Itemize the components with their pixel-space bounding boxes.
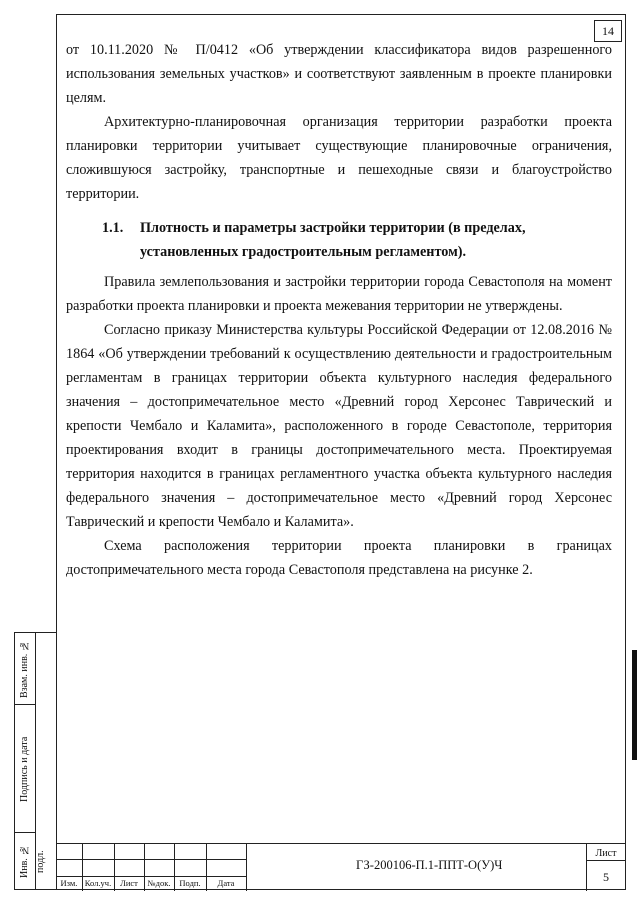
grid-line bbox=[56, 876, 246, 877]
paragraph: Схема расположения территории проекта планировки в границах достопримечательного места города Севастополя представлена на рисунке 2. bbox=[66, 538, 612, 578]
section-heading bbox=[66, 216, 612, 264]
paragraph: от 10.11.2020 № П/0412 «Об утверждении классификатора видов разрешенного использования земельных участков» и соответствуют заявленным в проекте планировки целям. bbox=[66, 42, 612, 106]
paragraph: Архитектурно-планировочная организация территории разработки проекта планировки территории учитывает существующие планировочные ограничения, сложившуюся застройку, транспортные и пешеходные связи и благоустройство территории. bbox=[66, 114, 612, 202]
paragraph: Согласно приказу Министерства культуры Российской Федерации от 12.08.2016 № 1864 «Об утверждении требований к осуществлению деятельности и градостроительным регламентам в границах территории объекта культурного наследия федерального значения – достопримечательное место «Древний город Херсонес Таврический и крепости Чембало и Каламита», расположенного в городе Севастополе, территория проектирования входит в границы достопримечательного места. Проектируемая территория находится в границах регламентного участка объекта культурного наследия федерального значения – достопримечательное место «Древний город Херсонес Таврический и крепости Чембало и Каламита». bbox=[66, 322, 612, 530]
page-number: 14 bbox=[594, 20, 622, 42]
side-cell bbox=[15, 633, 35, 705]
grid-line bbox=[246, 844, 247, 891]
grid-line bbox=[56, 859, 246, 860]
grid-line bbox=[586, 860, 626, 861]
stamp-column-label: Подп. bbox=[179, 878, 201, 888]
side-label: Взам. инв. № bbox=[19, 640, 30, 698]
section-title-line1: Плотность и параметры застройки территории (в пределах, bbox=[140, 220, 526, 236]
title-block bbox=[56, 843, 626, 890]
stamp-column-label: Лист bbox=[120, 878, 138, 888]
side-cell bbox=[15, 705, 35, 833]
side-stamp bbox=[14, 632, 56, 890]
stamp-column-label: Дата bbox=[217, 878, 235, 888]
document-code: ГЗ-200106-П.1-ППТ-О(У)Ч bbox=[356, 858, 503, 872]
side-cell bbox=[15, 833, 46, 890]
stamp-column-label: Изм. bbox=[60, 878, 78, 888]
sheet-label: Лист bbox=[595, 848, 617, 859]
side-label: Подпись и дата bbox=[19, 736, 30, 802]
section-number: 1.1. bbox=[102, 220, 124, 236]
section-title-line2: установленных градостроительным регламентом). bbox=[140, 244, 467, 260]
paragraph: Правила землепользования и застройки территории города Севастополя на момент разработки проекта планировки и проекта межевания территории не утверждены. bbox=[66, 274, 612, 314]
scan-edge-mark bbox=[632, 650, 637, 760]
stamp-column-label: Кол.уч. bbox=[84, 878, 112, 888]
stamp-column-label: №док. bbox=[147, 878, 171, 888]
document-body bbox=[66, 38, 612, 582]
side-label: Инв. № подл. bbox=[19, 844, 46, 879]
sheet-number: 5 bbox=[603, 870, 609, 884]
